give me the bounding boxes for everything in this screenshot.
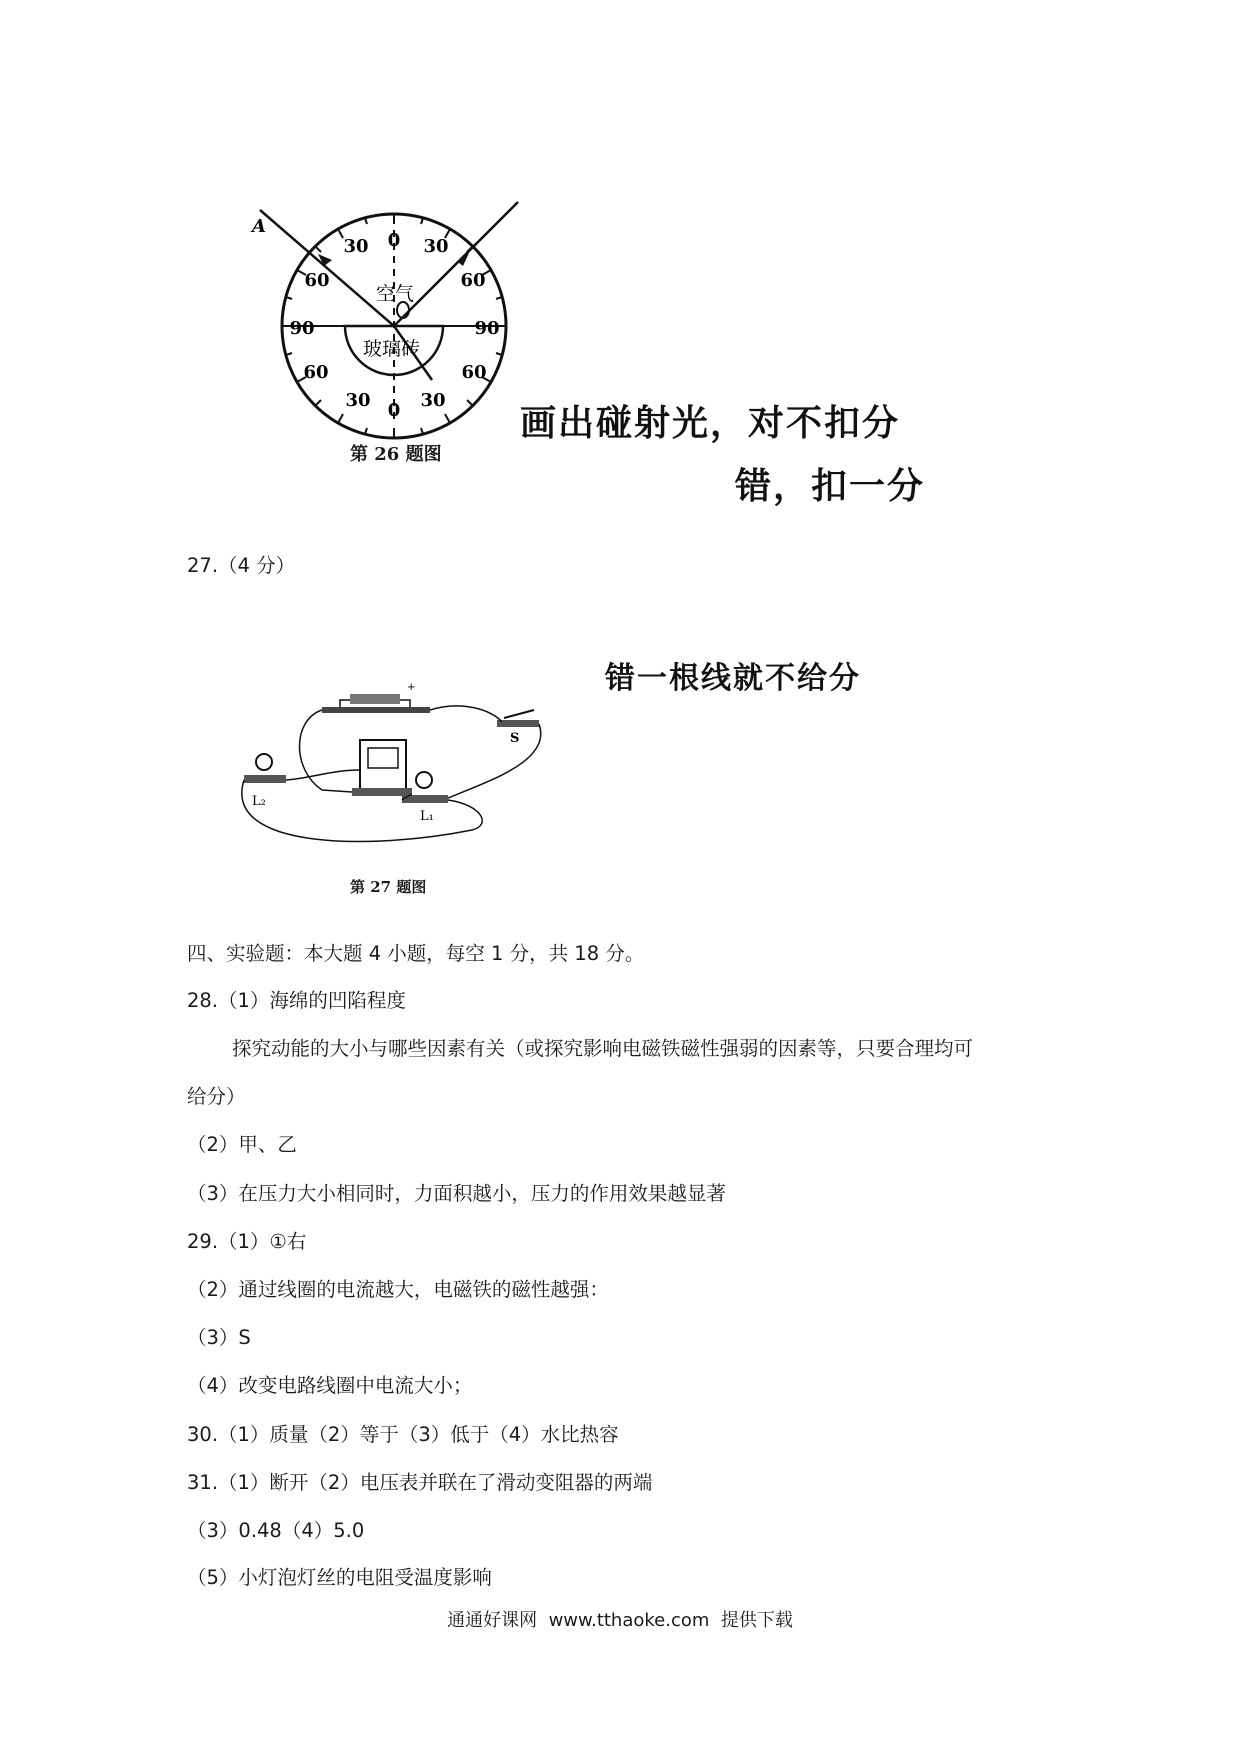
answer-28-1-continued: 给分） (187, 1085, 246, 1108)
glass-label: 玻璃砖 (363, 338, 421, 360)
scale-60-left-top: 60 (304, 270, 330, 291)
handwritten-note-26-line1: 画出碰射光，对不扣分 (520, 403, 901, 444)
figure-27-caption: 第 27 题图 (350, 878, 427, 896)
scale-0-bottom: 0 (387, 400, 401, 421)
answer-29-4: （4）改变电路线圈中电流大小； (187, 1374, 473, 1397)
answer-29-3: （3）S (187, 1326, 251, 1349)
answer-28-1-detail: 探究动能的大小与哪些因素有关（或探究影响电磁铁磁性强弱的因素等，只要合理均可 (232, 1037, 974, 1060)
answer-29-1: 29.（1）①右 (187, 1230, 307, 1253)
handwritten-note-27: 错一根线就不给分 (605, 661, 861, 696)
scale-60-left-bottom: 60 (303, 362, 329, 383)
footer-text: 通通好课网 www.tthaoke.com 提供下载 (447, 1610, 793, 1631)
answer-31-5: （5）小灯泡灯丝的电阻受温度影响 (187, 1566, 492, 1589)
scale-90-left: 90 (289, 318, 315, 339)
answer-30: 30.（1）质量（2）等于（3）低于（4）水比热容 (187, 1423, 619, 1446)
scale-30-right-bottom: 30 (420, 390, 446, 411)
point-a-label: A (252, 216, 266, 237)
handwritten-note-26-line2: 错，扣一分 (735, 466, 926, 507)
scale-30-right-top: 30 (423, 236, 449, 257)
answer-28-2: （2）甲、乙 (187, 1133, 297, 1156)
air-label: 空气 (376, 283, 415, 305)
scale-60-right-bottom: 60 (461, 362, 487, 383)
answer-31-3: （3）0.48（4）5.0 (187, 1519, 365, 1542)
answer-28-1: 28.（1）海绵的凹陷程度 (187, 989, 406, 1012)
answer-31-1: 31.（1）断开（2）电压表并联在了滑动变阻器的两端 (187, 1471, 653, 1494)
figure-27-circuit (252, 680, 552, 870)
lamp-l1-label: L₁ (420, 809, 434, 824)
scale-30-left-bottom: 30 (345, 390, 371, 411)
scale-60-right-top: 60 (460, 270, 486, 291)
scale-30-left-top: 30 (343, 236, 369, 257)
switch-s-label: S (510, 731, 520, 746)
battery-plus-label: + (407, 682, 416, 693)
lamp-l2-label: L₂ (252, 794, 266, 809)
answer-29-2: （2）通过线圈的电流越大，电磁铁的磁性越强： (187, 1278, 609, 1301)
scale-90-right: 90 (474, 318, 500, 339)
q27-heading: 27.（4 分） (187, 554, 296, 577)
figure-26-diagram (252, 210, 520, 440)
figure-26-caption: 第 26 题图 (350, 444, 442, 465)
answer-28-3: （3）在压力大小相同时，力面积越小，压力的作用效果越显著 (187, 1182, 726, 1205)
section-4-heading: 四、实验题：本大题 4 小题，每空 1 分，共 18 分。 (187, 942, 645, 965)
scale-0-top: 0 (387, 230, 401, 251)
